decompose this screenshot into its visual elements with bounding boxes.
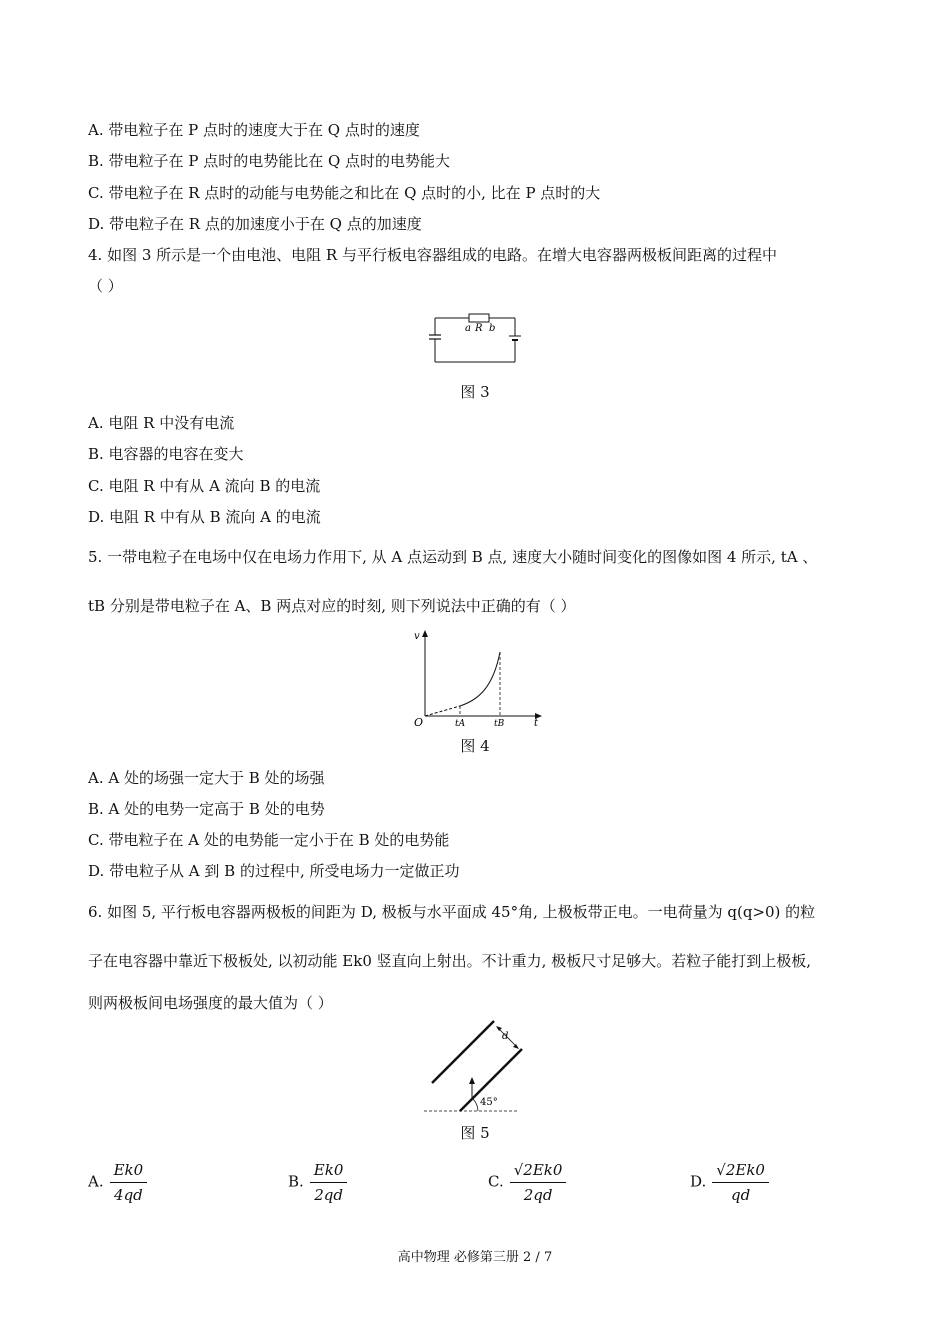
q6-stem: 6. 如图 5, 平行板电容器两极板的间距为 D, 极板与水平面成 45°角, 上极板带正电。一电荷量为 q(q>0) 的粒: [88, 903, 816, 921]
q4-option-c: C. 电阻 R 中有从 A 流向 B 的电流: [88, 477, 321, 495]
tA-label: tA: [455, 719, 466, 729]
option-b-denominator: 2qd: [314, 1186, 343, 1204]
q4-option-b: B. 电容器的电容在变大: [88, 445, 244, 463]
label-b: b: [489, 323, 496, 334]
q5-stem-cont: tB 分别是带电粒子在 A、B 两点对应的时刻, 则下列说法中正确的有（ ）: [88, 597, 576, 615]
label-a: a: [465, 323, 471, 334]
option-d-numerator: √2Ek0: [712, 1160, 769, 1183]
q6-stem-cont: 子在电容器中靠近下极板处, 以初动能 Ek0 竖直向上射出。不计重力, 极板尺寸足够大。若粒子能打到上极板,: [88, 952, 811, 970]
q3-option-a: A. 带电粒子在 P 点时的速度大于在 Q 点时的速度: [88, 121, 420, 139]
capacitor-figure-5: [420, 1015, 530, 1115]
figure-5-caption: 图 5: [460, 1124, 490, 1142]
q4-answer-paren: （ ）: [88, 277, 123, 295]
circuit-figure-3: [425, 310, 525, 370]
q4-stem: 4. 如图 3 所示是一个由电池、电阻 R 与平行板电容器组成的电路。在增大电容器两极板间距离的过程中: [88, 246, 777, 264]
q4-option-d: D. 电阻 R 中有从 B 流向 A 的电流: [88, 508, 321, 526]
curve-solid: [460, 652, 500, 706]
upper-plate: [432, 1021, 494, 1083]
resistor-symbol: [469, 314, 489, 322]
option-d-denominator: qd: [731, 1186, 751, 1204]
tB-label: tB: [494, 719, 505, 729]
d-label: d: [502, 1031, 509, 1042]
origin-label: O: [414, 716, 424, 729]
q5-option-a: A. A 处的场强一定大于 B 处的场强: [88, 769, 325, 787]
q4-option-a: A. 电阻 R 中没有电流: [88, 414, 235, 432]
q3-option-d: D. 带电粒子在 R 点的加速度小于在 Q 点的加速度: [88, 215, 422, 233]
option-c-numerator: √2Ek0: [510, 1160, 567, 1183]
vt-graph-figure-4: [408, 628, 548, 730]
label-R: R: [475, 323, 483, 334]
q6-stem-end: 则两极板间电场强度的最大值为（ ）: [88, 994, 333, 1012]
q6-option-c: C. $\frac{√2Ek0}{2qd}$: [488, 1160, 566, 1205]
q6-option-d: D. $\frac{√2Ek0}{qd}$: [690, 1160, 769, 1205]
q5-stem: 5. 一带电粒子在电场中仅在电场力作用下, 从 A 点运动到 B 点, 速度大小随时间变化的图像如图 4 所示, tA 、: [88, 548, 818, 566]
page-footer: 高中物理 必修第三册 2 / 7: [397, 1250, 553, 1265]
q3-option-c: C. 带电粒子在 R 点时的动能与电势能之和比在 Q 点时的小, 比在 P 点时的大: [88, 184, 601, 202]
x-label: t: [534, 718, 539, 729]
figure-3-caption: 图 3: [460, 383, 490, 401]
angle-label: 45°: [480, 1097, 498, 1108]
y-label: v: [414, 631, 420, 642]
angle-arc: [473, 1099, 478, 1111]
q5-option-b: B. A 处的电势一定高于 B 处的电势: [88, 800, 325, 818]
option-a-denominator: 4qd: [114, 1186, 143, 1204]
q6-option-b: B. $\frac{Ek0}{2qd}$: [288, 1160, 347, 1205]
q6-option-a: A. $\frac{Ek0}{4qd}$: [88, 1160, 147, 1205]
q5-option-d: D. 带电粒子从 A 到 B 的过程中, 所受电场力一定做正功: [88, 862, 460, 880]
option-c-denominator: 2qd: [523, 1186, 553, 1204]
curve-dashed: [425, 706, 460, 716]
q3-option-b: B. 带电粒子在 P 点时的电势能比在 Q 点时的电势能大: [88, 152, 451, 170]
figure-4-caption: 图 4: [460, 737, 490, 755]
option-b-numerator: Ek0: [310, 1160, 348, 1183]
option-a-numerator: Ek0: [110, 1160, 148, 1183]
q5-option-c: C. 带电粒子在 A 处的电势能一定小于在 B 处的电势能: [88, 831, 450, 849]
